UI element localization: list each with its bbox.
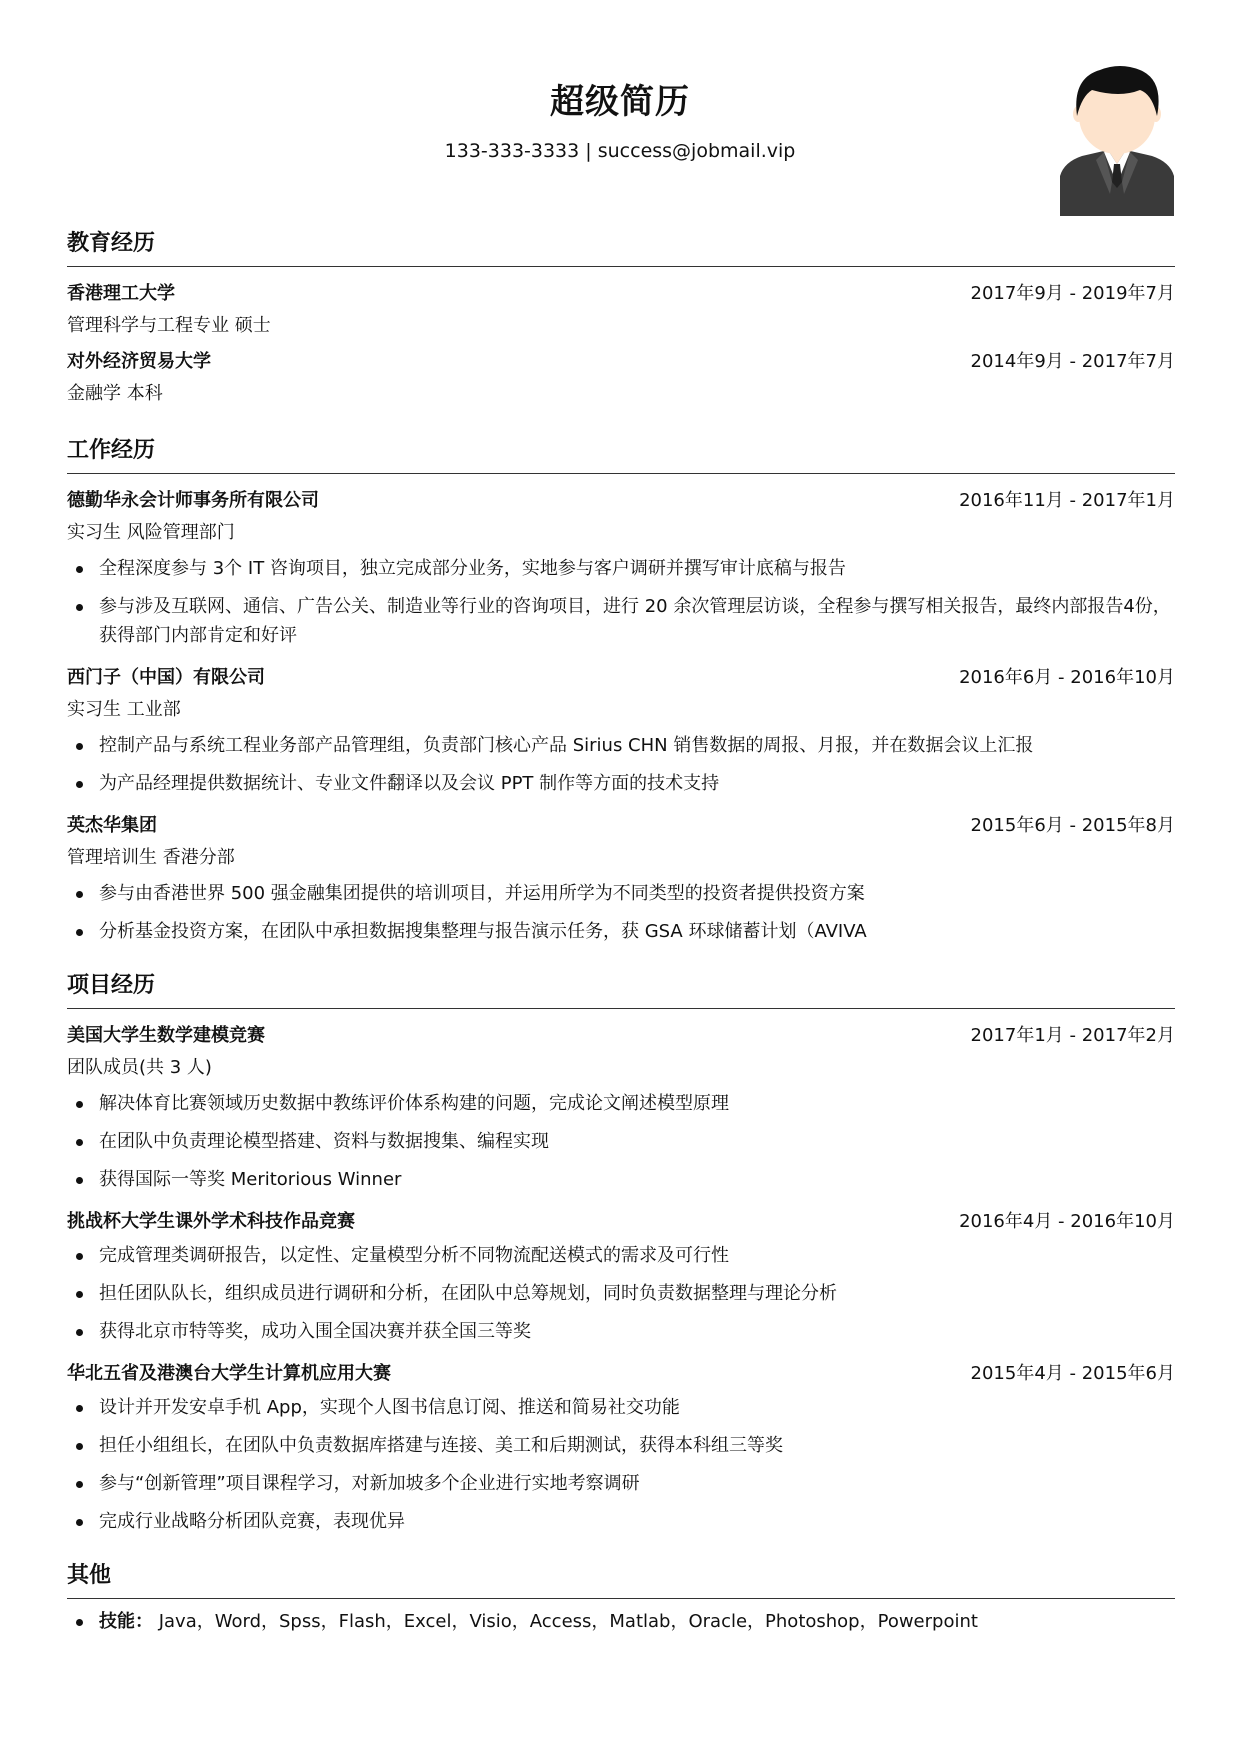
school-name: 香港理工大学	[67, 283, 175, 304]
date-range: 2014年9月 - 2017年7月	[970, 351, 1175, 372]
bullet-list	[67, 731, 1175, 798]
resume-content	[67, 226, 1175, 1645]
bullet-list	[67, 1089, 1175, 1194]
email-address: success@jobmail.vip	[597, 140, 796, 162]
date-range: 2017年1月 - 2017年2月	[970, 1025, 1175, 1046]
date-range: 2016年4月 - 2016年10月	[959, 1211, 1175, 1232]
bullet-list	[67, 1393, 1175, 1536]
work-entry	[67, 659, 1175, 693]
date-range: 2017年9月 - 2019年7月	[970, 283, 1175, 304]
section-heading: 工作经历	[67, 433, 1175, 474]
education-entry	[67, 343, 1175, 377]
bullet-item: 为产品经理提供数据统计、专业文件翻译以及会议 PPT 制作等方面的技术支持	[67, 769, 1175, 798]
bullet-item: 解决体育比赛领域历史数据中教练评价体系构建的问题，完成论文阐述模型原理	[67, 1089, 1175, 1118]
bullet-item: 分析基金投资方案，在团队中承担数据搜集整理与报告演示任务，获 GSA 环球储蓄计划（AVIVA	[67, 917, 1175, 946]
bullet-item: 控制产品与系统工程业务部产品管理组，负责部门核心产品 Sirius CHN 销售数据的周报、月报，并在数据会议上汇报	[67, 731, 1175, 760]
position-line: 实习生 工业部	[67, 699, 181, 720]
bullet-item: 完成行业战略分析团队竞赛，表现优异	[67, 1507, 1175, 1536]
project-entry	[67, 1355, 1175, 1389]
project-name: 华北五省及港澳台大学生计算机应用大赛	[67, 1363, 391, 1384]
contact-line	[0, 138, 1240, 164]
company-name: 英杰华集团	[67, 815, 157, 836]
contact-separator: |	[579, 140, 598, 162]
position-line: 实习生 风险管理部门	[67, 522, 235, 543]
role-line: 团队成员(共 3 人)	[67, 1057, 212, 1078]
bullet-item: 参与涉及互联网、通信、广告公关、制造业等行业的咨询项目，进行 20 余次管理层访谈，全程参与撰写相关报告，最终内部报告4份，获得部门内部肯定和好评	[67, 592, 1175, 650]
work-entry	[67, 482, 1175, 516]
bullet-item: 担任团队队长，组织成员进行调研和分析，在团队中总筹规划，同时负责数据整理与理论分析	[67, 1279, 1175, 1308]
project-name: 挑战杯大学生课外学术科技作品竞赛	[67, 1211, 355, 1232]
resume-header	[0, 80, 1240, 164]
skills-label: 技能：	[99, 1611, 153, 1632]
education-section	[67, 226, 1175, 411]
bullet-item: 获得北京市特等奖，成功入围全国决赛并获全国三等奖	[67, 1317, 1175, 1346]
businessman-avatar-icon	[1060, 64, 1174, 216]
resume-title: 超级简历	[550, 82, 690, 122]
bullet-item: 获得国际一等奖 Meritorious Winner	[67, 1165, 1175, 1194]
school-name: 对外经济贸易大学	[67, 351, 211, 372]
degree-line: 管理科学与工程专业 硕士	[67, 315, 271, 336]
bullet-item: 在团队中负责理论模型搭建、资料与数据搜集、编程实现	[67, 1127, 1175, 1156]
degree-line: 金融学 本科	[67, 383, 163, 404]
section-heading: 教育经历	[67, 226, 1175, 267]
work-section	[67, 433, 1175, 946]
bullet-item: 设计并开发安卓手机 App，实现个人图书信息订阅、推送和简易社交功能	[67, 1393, 1175, 1422]
work-entry	[67, 807, 1175, 841]
bullet-list	[67, 1607, 1175, 1636]
section-heading: 其他	[67, 1558, 1175, 1599]
date-range: 2015年6月 - 2015年8月	[970, 815, 1175, 836]
bullet-list	[67, 554, 1175, 650]
company-name: 德勤华永会计师事务所有限公司	[67, 490, 319, 511]
date-range: 2015年4月 - 2015年6月	[970, 1363, 1175, 1384]
bullet-item: 全程深度参与 3个 IT 咨询项目，独立完成部分业务，实地参与客户调研并撰写审计底稿与报告	[67, 554, 1175, 583]
skills-item	[67, 1607, 1175, 1636]
bullet-item: 担任小组组长，在团队中负责数据库搭建与连接、美工和后期测试，获得本科组三等奖	[67, 1431, 1175, 1460]
projects-section	[67, 968, 1175, 1536]
project-entry	[67, 1017, 1175, 1051]
bullet-list	[67, 879, 1175, 946]
bullet-item: 参与由香港世界 500 强金融集团提供的培训项目，并运用所学为不同类型的投资者提供投资方案	[67, 879, 1175, 908]
position-line: 管理培训生 香港分部	[67, 847, 235, 868]
bullet-item: 完成管理类调研报告，以定性、定量模型分析不同物流配送模式的需求及可行性	[67, 1241, 1175, 1270]
other-section	[67, 1558, 1175, 1636]
skills-value: Java，Word，Spss，Flash，Excel，Visio，Access，Matlab，Oracle，Photoshop，Powerpoint	[153, 1611, 978, 1632]
project-name: 美国大学生数学建模竞赛	[67, 1025, 265, 1046]
section-heading: 项目经历	[67, 968, 1175, 1009]
phone-number: 133-333-3333	[444, 140, 580, 162]
date-range: 2016年11月 - 2017年1月	[959, 490, 1175, 511]
date-range: 2016年6月 - 2016年10月	[959, 667, 1175, 688]
company-name: 西门子（中国）有限公司	[67, 667, 265, 688]
bullet-list	[67, 1241, 1175, 1346]
project-entry	[67, 1203, 1175, 1237]
bullet-item: 参与“创新管理”项目课程学习，对新加坡多个企业进行实地考察调研	[67, 1469, 1175, 1498]
education-entry	[67, 275, 1175, 309]
